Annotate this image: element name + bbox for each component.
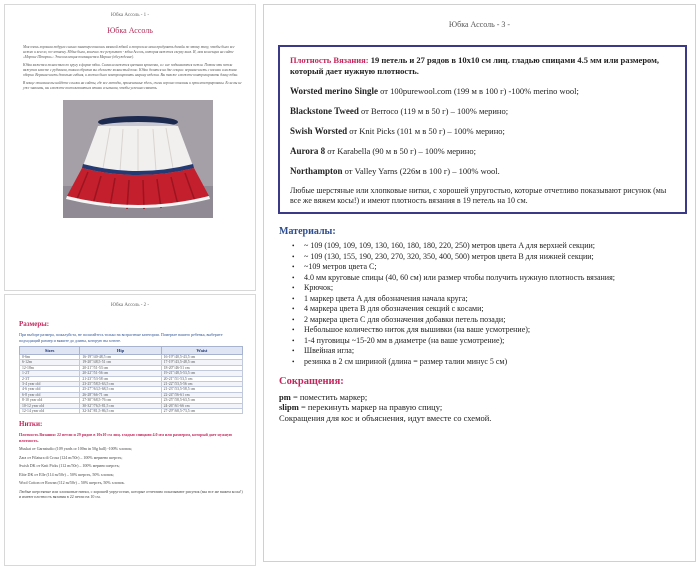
bullet-icon: • xyxy=(292,242,295,250)
gauge-box xyxy=(278,45,687,214)
table-cell: 27-29"/68,5-73,5 cm xyxy=(161,409,242,414)
table-cell: 32-34"/81,5-86,5 cm xyxy=(80,409,161,414)
yarn-item: Elite DK от Elle (114 m/50г) – 50% шерсть, 50% хлопок; xyxy=(19,471,114,477)
yarn-item: Blackstone Tweed от Berroco (119 м в 50 г) – 100% мерино; xyxy=(290,106,509,116)
gauge-label: Плотность Вязания: xyxy=(290,55,369,65)
column-header: Waist xyxy=(161,347,242,355)
yarn-heading: Нитки: xyxy=(19,420,43,429)
bullet-icon: • xyxy=(292,273,295,282)
yarn-note: Любые шерстяные или хлопковые нитки, с хорошей упругостью, которые отчетливо показывают рисунок (мы все же вяжем косы!) и имеют плотность вязания в 19 петель на 10 см. xyxy=(290,186,667,205)
table-cell: 22-24"/56-61 cm xyxy=(161,392,242,397)
material-item: • Крючок; xyxy=(292,283,334,292)
yarn-item: Wool Cotton от Rowan (112 m/50г) – 50% шерсть, 50% хлопок. xyxy=(19,480,125,486)
gauge-line xyxy=(290,55,675,77)
abbreviation-item: pm = поместить маркер; xyxy=(279,391,368,402)
page-header: Юбка Ассоль - 3 - xyxy=(448,20,511,29)
page-1 xyxy=(4,4,256,291)
table-cell: 8-10 year old xyxy=(20,398,80,403)
bullet-icon: • xyxy=(292,315,295,324)
sizes-heading: Размеры: xyxy=(19,320,50,328)
table-cell: 12-14 year old xyxy=(20,409,80,414)
page-header: Юбка Ассоль - 1 - xyxy=(110,13,150,18)
table-cell: 16-19"/40,5-43,5 cm xyxy=(161,355,242,360)
table-cell: 4-6 year old xyxy=(20,387,80,392)
table-cell: 27-30"/68,5-76 cm xyxy=(80,398,161,403)
bullet-icon: • xyxy=(292,357,295,366)
table-row xyxy=(20,409,243,414)
table-cell: 12-18m xyxy=(20,365,80,370)
table-cell: 30-32"/76,5-81,5 cm xyxy=(80,403,161,408)
bullet-icon: • xyxy=(292,347,295,355)
bullet-icon: • xyxy=(292,305,295,313)
bullet-icon: • xyxy=(292,294,295,303)
yarn-item: Swish Worsted от Knit Picks (101 м в 50 г) – 100% мерино; xyxy=(290,126,505,136)
yarn-item: Zara от Filatura di Crosa (124 m/50г) – 100% мериено шерсть; xyxy=(19,454,123,460)
yarn-item: Worsted merino Single от 100purewool.com (199 м в 100 г) -100% merino wool; xyxy=(290,86,579,96)
table-cell: 19-21"/48,5-53,5 cm xyxy=(161,371,242,376)
intro-paragraph: Моя очень хорошая подруга сильно заинтересовалась вязаной юбкой и попросила меня придумать дизайн по этому типу, чтобы было все нежно и весело, по-летнему. Юбка была, конечно же результат - юбка Ассоль, которая вяжется сверху вниз. И, моя коллекция на сайте «Мороне Шторки»: Эта коллекция посвящается Марине (обсуждение). xyxy=(23,45,235,59)
bullet-icon: • xyxy=(292,263,295,271)
table-cell: 21-22"/53,5-56 cm xyxy=(161,382,242,387)
table-cell: 3-4 year old xyxy=(20,382,80,387)
table-cell: 23-25"/58,5-63,5 cm xyxy=(161,398,242,403)
table-cell: 20-22"/51-56 cm xyxy=(80,371,161,376)
table-cell: 17-19"/43,5-48,5 cm xyxy=(161,360,242,365)
material-item: • резинка в 2 см шириной (длина = размер талии минус 5 см) xyxy=(292,356,508,366)
material-item: • 4 маркера цвета B для обозначения секций с косами; xyxy=(292,304,484,313)
bullet-icon: • xyxy=(292,284,295,292)
skirt-photo xyxy=(63,100,213,218)
abbreviations-heading: Сокращения: xyxy=(279,375,344,387)
material-item: • 2 маркера цвета C для обозначения добавки петель позади; xyxy=(292,314,506,324)
abbreviation-note: Сокращения для кос и объяснения, идут вместе со схемой. xyxy=(279,412,492,423)
material-item: • 1-4 пуговицы ~15-20 мм в диаметре (на ваше усмотрение); xyxy=(292,335,505,345)
abbreviation-item: slipm = перекинуть маркер на правую спицу; xyxy=(279,402,443,412)
bullet-icon: • xyxy=(292,336,295,345)
table-cell: 6-8 year old xyxy=(20,392,80,397)
table-cell: 25-27"/63,5-68,5 cm xyxy=(80,387,161,392)
table-cell: 24-26"/61-66 cm xyxy=(161,403,242,408)
table-cell: 21-23"/53-58 cm xyxy=(80,376,161,381)
table-cell: 10-12 year old xyxy=(20,403,80,408)
page-header: Юбка Ассоль - 2 - xyxy=(110,303,150,308)
table-cell: 19-20"/48,5-51 cm xyxy=(80,360,161,365)
sizes-table xyxy=(19,346,243,414)
table-cell: 2-3T xyxy=(20,376,80,381)
table-cell: 1-2T xyxy=(20,371,80,376)
materials-heading: Материалы: xyxy=(279,226,336,237)
bullet-icon: • xyxy=(292,252,295,261)
table-cell: 26-28"/66-71 cm xyxy=(80,392,161,397)
gauge-text: Плотность Вязания: 22 петли и 29 рядов в 10х10 см лиц. гладью спицами 4.0 мм или размером, который дает нужную плотность. xyxy=(19,432,233,443)
material-item: • ~ 109 (130, 155, 190, 230, 270, 320, 350, 400, 500) метров цвета B для нижней секции; xyxy=(292,251,594,261)
yarn-item: Muskat от Garnstudio (109 yards or 100m in 50g ball) -100% хлопок; xyxy=(19,446,133,452)
gauge-value: 19 петель и 27 рядов в 10х10 см лиц. гладью спицами 4.5 мм или размером, который дает нужную плотность. xyxy=(290,55,660,76)
material-item: • Небольшое количество ниток для вышивки (на ваше усмотрение); xyxy=(292,325,531,334)
bullet-icon: • xyxy=(292,326,295,334)
intro-paragraph: В конце описания вы найдете ссылки на сайты, где все методы, примененные здесь, очень хорошо описаны и проиллюстрированы. Если вы не уже знакомы, вы сможете воспользоваться этими ссылками, чтобы успешно связать. xyxy=(23,81,242,90)
table-cell: 6-12m xyxy=(20,360,80,365)
material-item: • ~109 метров цвета C; xyxy=(292,262,377,271)
yarn-note: Любые шерстяные или хлопковые нитки, с хорошей упругостью, которые отчетливо показывают рисунок (мы все же вяжем косы!) и имеют плотность вязания в 22 петли на 10 см. xyxy=(19,488,243,500)
material-item: • Швейная игла; xyxy=(292,346,355,355)
table-cell: 23-25"/58,5-63,5 cm xyxy=(80,382,161,387)
column-header: Hip xyxy=(80,347,161,355)
table-cell: 18-20"/46-51 cm xyxy=(161,365,242,370)
table-cell: 16-19"/40-48,5 cm xyxy=(80,355,161,360)
yarn-item: Swish DK от Knit Picks (112 m/50г) – 100% мерино шерсть; xyxy=(19,463,120,469)
column-header: Sizes xyxy=(20,347,80,355)
page-title: Юбка Ассоль xyxy=(107,26,153,35)
materials-list xyxy=(292,241,695,367)
material-item: • 1 маркер цвета A для обозначения начала круга; xyxy=(292,293,468,303)
table-cell: 20-21"/51-53,5 cm xyxy=(161,376,242,381)
sizes-intro: При выборе размера, пожалуйста, не полагайтесь только на возрастные категории. Померьте вашего ребенка, выберите подходящий размер и вяжите до длины, которую вы хотите. xyxy=(19,332,223,343)
table-cell: 21-23"/53,5-58,5 cm xyxy=(161,387,242,392)
yarn-item: Aurora 8 от Karabella (90 м в 50 г) – 100% мерино; xyxy=(290,146,476,156)
table-cell: 0-6m xyxy=(20,355,80,360)
yarn-item: Northampton от Valley Yarns (226м в 100 г) – 100% wool. xyxy=(290,166,500,176)
page-3 xyxy=(263,4,696,562)
table-cell: 20-21"/51-53 cm xyxy=(80,365,161,370)
material-item: • 4.0 мм круговые спицы (40, 60 см) или размер чтобы получить нужную плотность вязания; xyxy=(292,272,615,282)
page-2 xyxy=(4,294,256,566)
intro-paragraph: Юбка вяжется полностью по кругу в форме юбки. Сначала вяжется цветная кромочка, а с нее поднимаются петли. Потом эти петли вяжутся вместе с рубчиком, таким образом вы сделаете волнистый пояс. Юбка делится на две секции: верхняя часть с косами и нижняя оборка. Верхняя часть довольно гибкая, и можно было контролировать ширину изделия. Вы также сможете контролировать длину юбки. xyxy=(23,63,239,77)
material-item: • ~ 109 (109, 109, 109, 130, 160, 180, 180, 220, 250) метров цвета A для верхней секции; xyxy=(292,241,595,250)
